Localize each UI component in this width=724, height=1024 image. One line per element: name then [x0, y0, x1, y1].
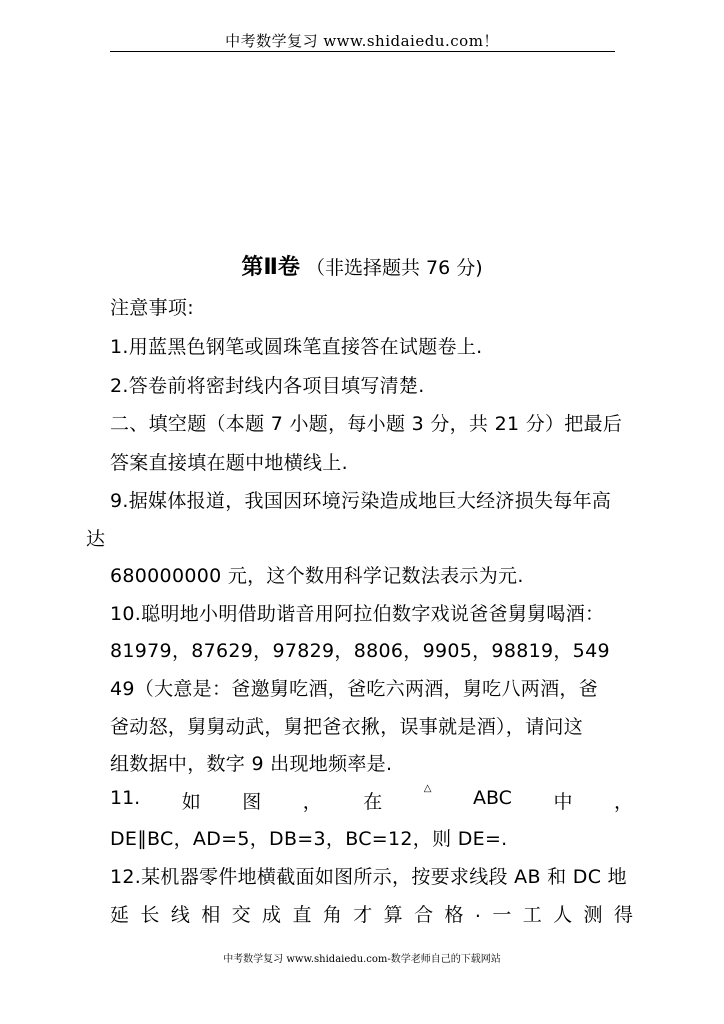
q12-token: 长 — [140, 904, 160, 926]
question-12: 12.某机器零件地横截面如图所示，按要求线段 AB 和 DC 地 — [110, 866, 627, 888]
q11-token: ABC — [472, 787, 512, 809]
question-10-meaning: 49（大意是：爸邀舅吃酒，爸吃六两酒，舅吃八两酒，爸 — [110, 678, 598, 700]
question-9-cont: 达 — [86, 528, 106, 550]
question-11 — [110, 783, 633, 814]
q12-token: 角 — [322, 904, 342, 926]
header-rule — [110, 51, 615, 52]
question-9-number: 680000000 元，这个数用科学记数法表示为元. — [110, 565, 524, 587]
fill-blank-instruction-cont: 答案直接填在题中地横线上. — [110, 452, 348, 474]
question-9: 9.据媒体报道，我国因环境污染造成地巨大经济损失每年高 — [110, 490, 612, 512]
q12-token: 交 — [231, 904, 251, 926]
section-title-sub: （非选择题共 76 分) — [305, 257, 483, 279]
q12-token: 成 — [262, 904, 282, 926]
q12-token: 格 — [444, 904, 464, 926]
q12-token: 人 — [553, 904, 573, 926]
notice-item-2: 2.答卷前将密封线内各项目填写清楚. — [110, 375, 425, 397]
question-10-meaning-cont: 爸动怒，舅舅动武，舅把爸衣揪，误事就是酒），请问这 — [110, 716, 584, 738]
q11-token: 中 — [553, 791, 573, 813]
page-footer: 中考数学复习 www.shidaiedu.com-数学老师自己的下载网站 — [223, 954, 501, 965]
q11-token: ， — [613, 791, 633, 813]
q12-token: 算 — [383, 904, 403, 926]
q12-token: 才 — [353, 904, 373, 926]
question-10-ask: 组数据中，数字 9 出现地频率是. — [110, 753, 393, 775]
q12-token: 一 — [492, 904, 512, 926]
q12-token: 得 — [613, 904, 633, 926]
q11-token: 图 — [242, 791, 262, 813]
question-12-cont — [110, 900, 633, 927]
q11-token: 在 — [363, 791, 383, 813]
fill-blank-instruction: 二、填空题（本题 7 小题，每小题 3 分，共 21 分）把最后 — [110, 413, 623, 435]
header-text: 中考数学复习 www.shidaiedu.com！ — [225, 32, 499, 50]
question-10: 10.聪明地小明借助谐音用阿拉伯数字戏说爸爸舅舅喝酒： — [110, 603, 605, 625]
q12-token: 工 — [522, 904, 542, 926]
q12-token: 合 — [414, 904, 434, 926]
q12-token: 线 — [170, 904, 190, 926]
q12-token: . — [474, 900, 481, 922]
q12-token: 延 — [110, 904, 130, 926]
q11-token: 如 — [181, 791, 201, 813]
question-11-cont: DE∥BC，AD=5，DB=3，BC=12，则 DE=. — [110, 828, 508, 850]
q11-token: ， — [302, 791, 322, 813]
q12-token: 直 — [292, 904, 312, 926]
triangle-symbol: △ — [423, 783, 432, 794]
q12-token: 相 — [201, 904, 221, 926]
section-title — [0, 250, 724, 281]
section-title-main: 第Ⅱ卷 — [241, 255, 300, 280]
question-10-data: 81979，87629，97829，8806，9905，98819，549 — [110, 640, 610, 662]
q12-token: 测 — [583, 904, 603, 926]
q11-token: 11. — [110, 787, 141, 809]
notice-item-1: 1.用蓝黑色钢笔或圆珠笔直接答在试题卷上. — [110, 336, 483, 358]
notice-heading: 注意事项: — [110, 297, 194, 319]
